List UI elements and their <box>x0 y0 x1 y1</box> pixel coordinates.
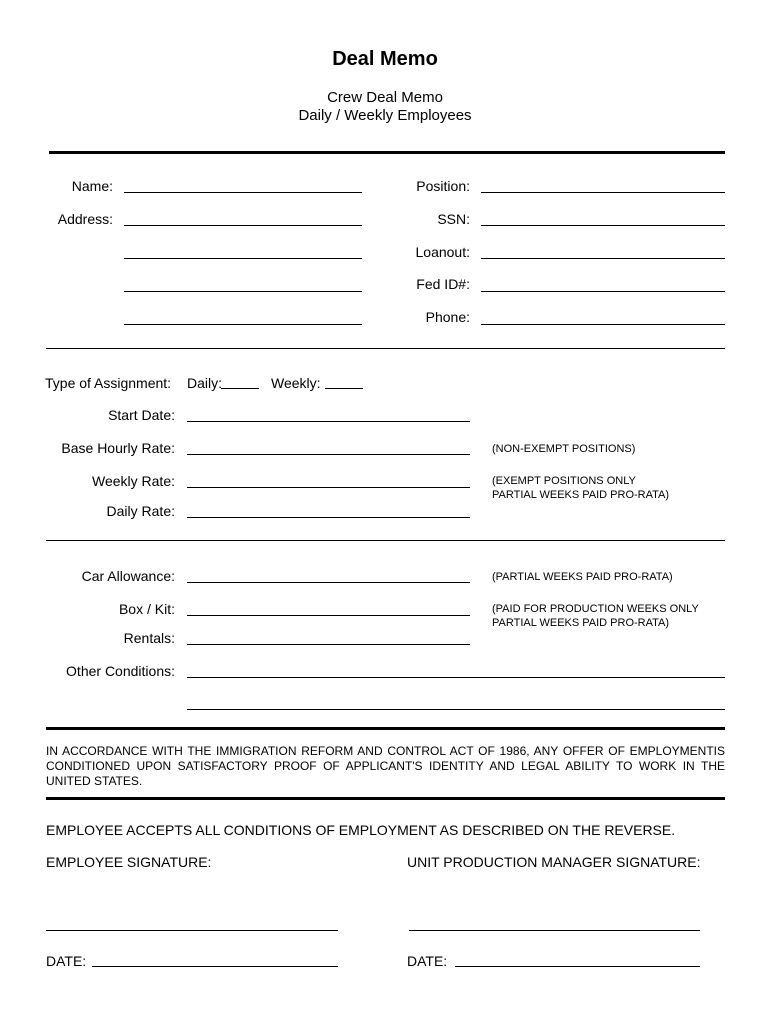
address-field-line-2[interactable] <box>124 246 362 259</box>
subtitle-crew-deal-memo: Crew Deal Memo <box>327 89 443 106</box>
car-allowance-note: (PARTIAL WEEKS PAID PRO-RATA) <box>492 571 673 583</box>
acceptance-statement: EMPLOYEE ACCEPTS ALL CONDITIONS OF EMPLOYMENT AS DESCRIBED ON THE REVERSE. <box>46 822 676 838</box>
fed-id-label: Fed ID#: <box>416 276 470 292</box>
phone-field[interactable] <box>481 312 725 325</box>
base-hourly-note: (NON-EXEMPT POSITIONS) <box>492 443 636 455</box>
other-conditions-field-line-2[interactable] <box>187 697 725 710</box>
employee-signature-field[interactable] <box>46 918 338 931</box>
loanout-label: Loanout: <box>415 244 470 260</box>
upm-signature-label: UNIT PRODUCTION MANAGER SIGNATURE: <box>407 854 701 870</box>
page-title: Deal Memo <box>332 48 438 70</box>
address-label: Address: <box>57 211 113 227</box>
daily-rate-field[interactable] <box>187 505 470 518</box>
ssn-field[interactable] <box>481 213 725 226</box>
legal-divider <box>46 797 725 800</box>
start-date-label: Start Date: <box>108 407 175 423</box>
assignment-divider <box>46 540 725 541</box>
other-conditions-label: Other Conditions: <box>66 663 175 679</box>
box-kit-label: Box / Kit: <box>118 601 175 617</box>
box-kit-note-line-2: PARTIAL WEEKS PAID PRO-RATA) <box>492 617 670 629</box>
box-kit-note-line-1: (PAID FOR PRODUCTION WEEKS ONLY <box>492 603 699 615</box>
address-field-line-1[interactable] <box>124 213 362 226</box>
other-conditions-field-line-1[interactable] <box>187 665 725 678</box>
daily-label: Daily: <box>187 375 223 391</box>
base-hourly-rate-field[interactable] <box>187 442 470 455</box>
subtitle-daily-weekly: Daily / Weekly Employees <box>298 107 472 124</box>
upm-date-label: DATE: <box>407 953 448 969</box>
phone-label: Phone: <box>425 309 470 325</box>
weekly-rate-label: Weekly Rate: <box>92 473 175 489</box>
car-allowance-label: Car Allowance: <box>81 568 175 584</box>
immigration-notice: IN ACCORDANCE WITH THE IMMIGRATION REFORM AND CONTROL ACT OF 1986, ANY OFFER OF EMPLOYMENTIS CONDITIONED UPON SATISFACTORY PROOF OF APPLICANT'S IDENTITY AND LEGAL ABILITY TO WORK IN THE UNITED STATES. <box>46 744 725 788</box>
weekly-rate-note-line-1: (EXEMPT POSITIONS ONLY <box>492 475 636 487</box>
rentals-field[interactable] <box>187 632 470 645</box>
base-hourly-rate-label: Base Hourly Rate: <box>61 440 175 456</box>
name-field[interactable] <box>124 180 362 193</box>
daily-field[interactable] <box>221 376 259 389</box>
position-field[interactable] <box>481 180 725 193</box>
loanout-field[interactable] <box>481 246 725 259</box>
daily-rate-label: Daily Rate: <box>106 503 175 519</box>
position-label: Position: <box>416 178 470 194</box>
type-of-assignment-label: Type of Assignment: <box>45 375 172 391</box>
car-allowance-field[interactable] <box>187 570 470 583</box>
employee-date-field[interactable] <box>92 954 338 967</box>
header-divider <box>49 151 725 154</box>
employee-date-label: DATE: <box>46 953 87 969</box>
conditions-divider <box>46 727 725 730</box>
start-date-field[interactable] <box>187 409 470 422</box>
name-label: Name: <box>71 178 113 194</box>
personal-divider <box>46 348 725 349</box>
address-field-line-3[interactable] <box>124 279 362 292</box>
address-field-line-4[interactable] <box>124 312 362 325</box>
upm-date-field[interactable] <box>455 954 700 967</box>
weekly-rate-note-line-2: PARTIAL WEEKS PAID PRO-RATA) <box>492 489 670 501</box>
box-kit-field[interactable] <box>187 603 470 616</box>
employee-signature-label: EMPLOYEE SIGNATURE: <box>46 854 212 870</box>
ssn-label: SSN: <box>437 211 470 227</box>
fed-id-field[interactable] <box>481 279 725 292</box>
weekly-field[interactable] <box>325 376 363 389</box>
upm-signature-field[interactable] <box>409 918 700 931</box>
weekly-label: Weekly: <box>271 375 321 391</box>
rentals-label: Rentals: <box>123 630 175 646</box>
weekly-rate-field[interactable] <box>187 475 470 488</box>
